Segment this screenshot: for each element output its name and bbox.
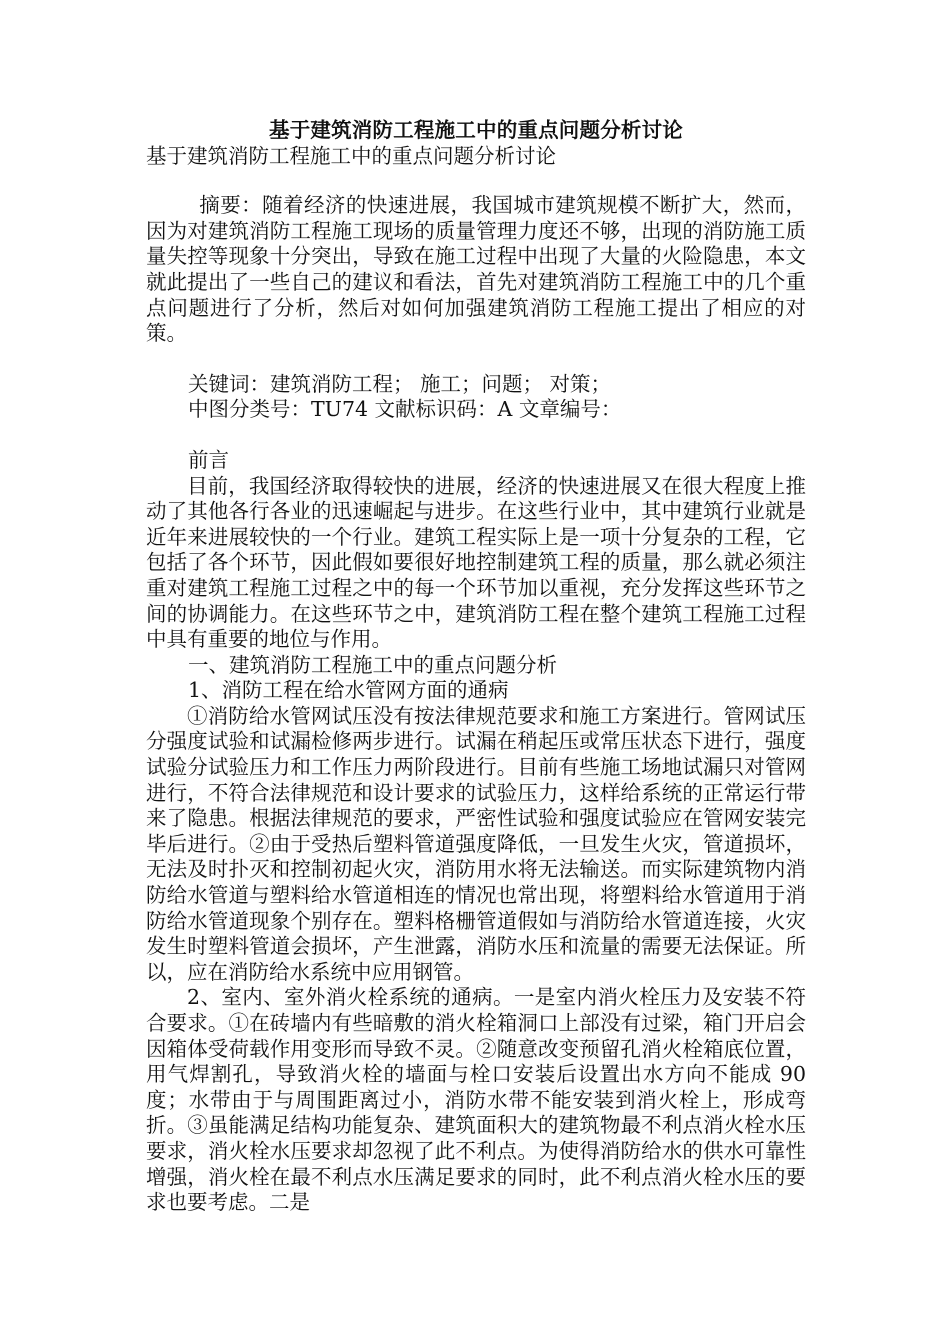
preface-paragraph: 目前，我国经济取得较快的进展，经济的快速进展又在很大程度上推动了其他各行各业的迅速崛起与进步。在这些行业中，其中建筑行业就是近年来进展较快的一个行业。建筑工程实际上是一项十分复杂的工程，它包括了各个环节，因此假如要很好地控制建筑工程的质量，那么就必须注重对建筑工程施工过程之中的每一个环节加以重视，充分发挥这些环节之间的协调能力。在这些环节之中，建筑消防工程在整个建筑工程施工过程中具有重要的地位与作用。 bbox=[146, 473, 806, 652]
spacer bbox=[146, 169, 806, 193]
spacer bbox=[146, 423, 806, 448]
section-1-heading: 一、建筑消防工程施工中的重点问题分析 bbox=[188, 652, 557, 677]
document-subtitle: 基于建筑消防工程施工中的重点问题分析讨论 bbox=[146, 143, 556, 168]
document-title: 基于建筑消防工程施工中的重点问题分析讨论 bbox=[269, 118, 683, 142]
abstract-paragraph: 摘要：随着经济的快速进展，我国城市建筑规模不断扩大，然而，因为对建筑消防工程施工现场的质量管理力度还不够，出现的消防施工质量失控等现象十分突出，导致在施工过程中出现了大量的火险隐患，本文就此提出了一些自己的建议和看法，首先对建筑消防工程施工中的几个重点问题进行了分析，然后对如何加强建筑消防工程施工提出了相应的对策。 bbox=[146, 193, 806, 346]
preface-heading: 前言 bbox=[188, 447, 229, 472]
section-1-1-paragraph: ①消防给水管网试压没有按法律规范要求和施工方案进行。管网试压分强度试验和试漏检修两步进行。试漏在稍起压或常压状态下进行，强度试验分试验压力和工作压力两阶段进行。目前有些施工场地试漏只对管网进行，不符合法律规范和设计要求的试验压力，这样给系统的正常运行带来了隐患。根据法律规范的要求，严密性试验和强度试验应在管网安装完毕后进行。②由于受热后塑料管道强度降低，一旦发生火灾，管道损坏，无法及时扑灭和控制初起火灾，消防用水将无法输送。而实际建筑物内消防给水管道与塑料给水管道相连的情况也常出现，将塑料给水管道用于消防给水管道现象个别存在。塑料格栅管道假如与消防给水管道连接，火灾发生时塑料管道会损坏，产生泄露，消防水压和流量的需要无法保证。所以，应在消防给水系统中应用钢管。 bbox=[146, 703, 806, 984]
classification-line: 中图分类号：TU74 文献标识码：A 文章编号： bbox=[188, 397, 622, 422]
section-1-2-paragraph: 2、室内、室外消火栓系统的通病。一是室内消火栓压力及安装不符合要求。①在砖墙内有些暗敷的消火栓箱洞口上部没有过梁，箱门开启会因箱体受荷载作用变形而导致不灵。②随意改变预留孔消火栓箱底位置，用气焊割孔，导致消火栓的墙面与栓口安装后设置出水方向不能成 90度；水带由于与周围距离过小，消防水带不能安装到消火栓上，形成弯折。③虽能满足结构功能复杂、建筑面积大的建筑物最不利点消火栓水压要求，消火栓水压要求却忽视了此不利点。为使得消防给水的供水可靠性增强，消火栓在最不利点水压满足要求的同时，此不利点消火栓水压的要求也要考虑。二是 bbox=[146, 985, 806, 1215]
section-1-1-heading: 1、消防工程在给水管网方面的通病 bbox=[188, 678, 509, 703]
document-page bbox=[146, 118, 806, 1216]
keywords-line: 关键词：建筑消防工程； 施工；问题； 对策； bbox=[188, 371, 612, 396]
spacer bbox=[146, 347, 806, 372]
